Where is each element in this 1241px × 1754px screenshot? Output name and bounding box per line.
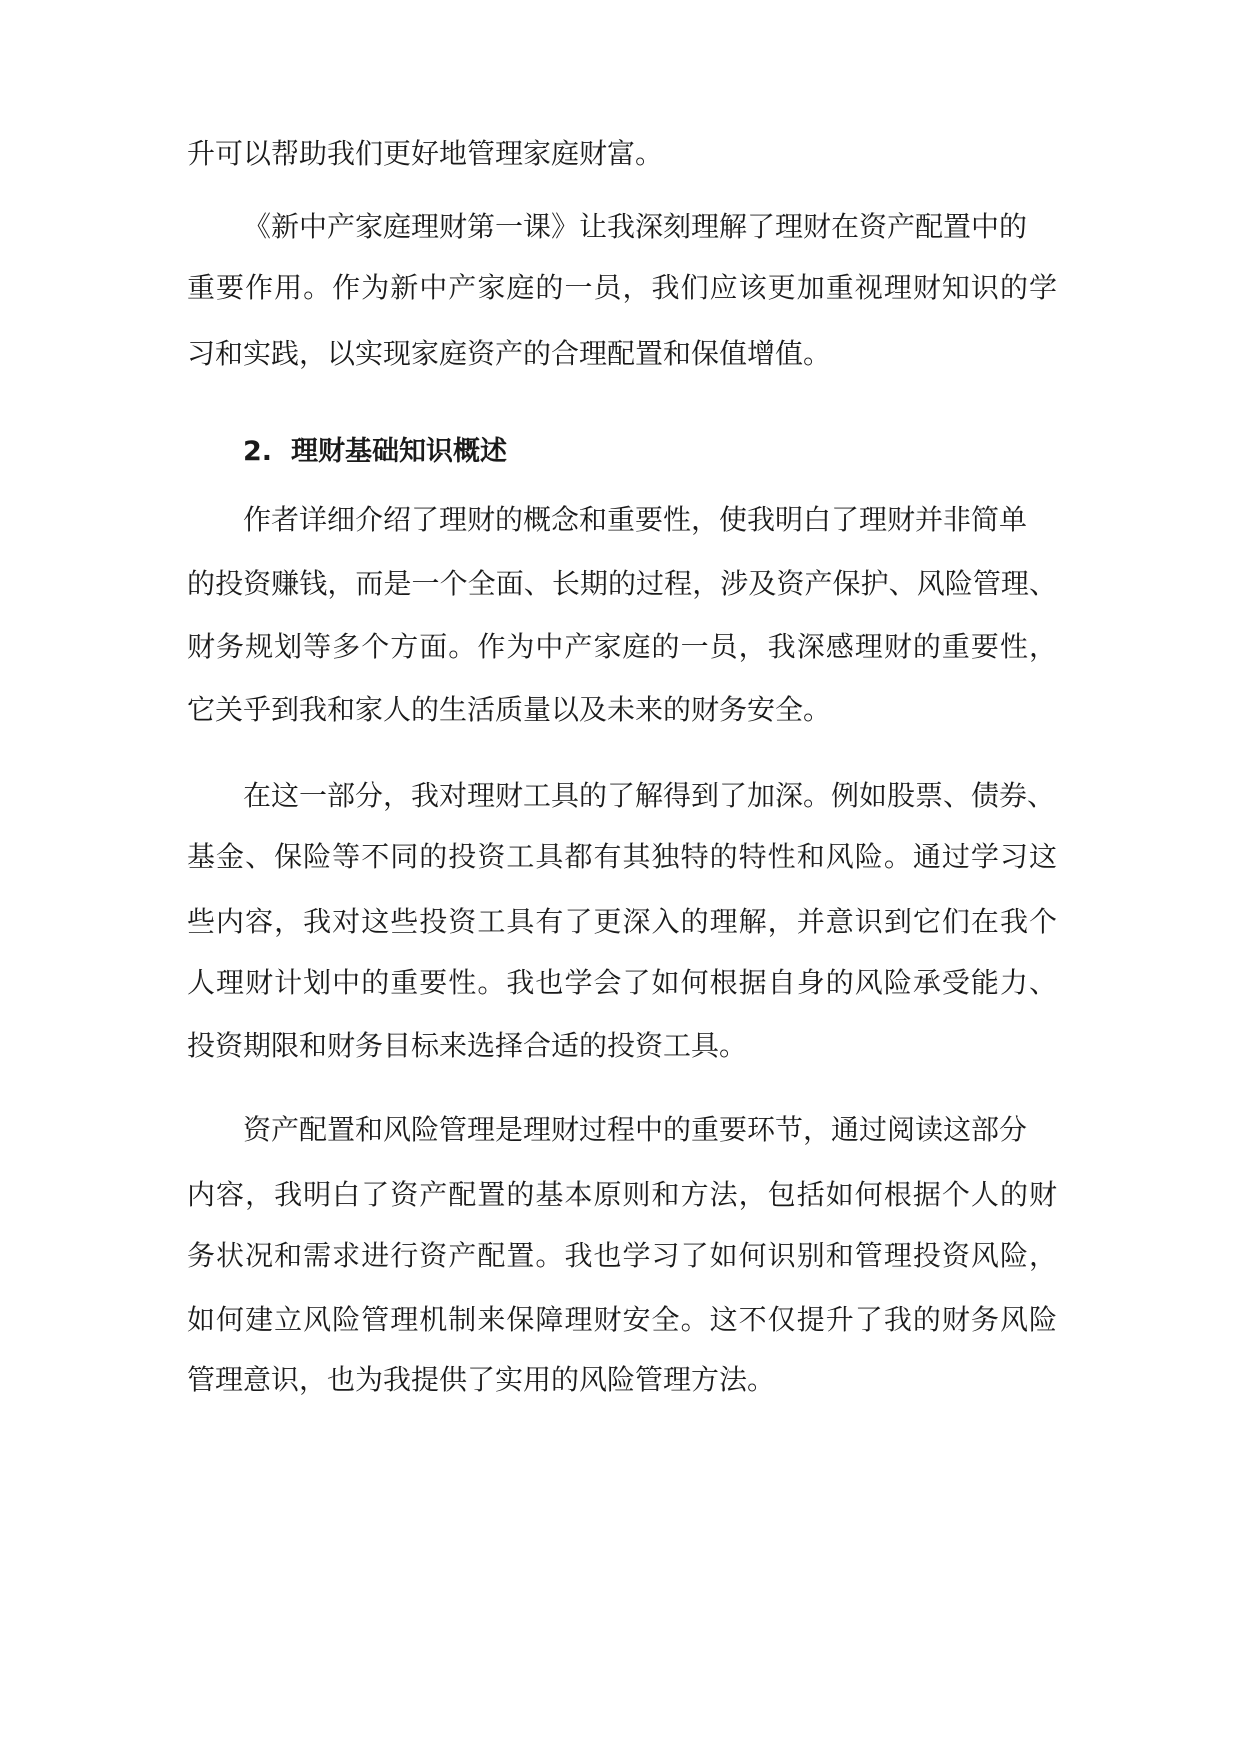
paragraph-line: 它关乎到我和家人的生活质量以及未来的财务安全。: [187, 693, 832, 726]
paragraph-line: 重要作用。作为新中产家庭的一员，我们应该更加重视理财知识的学: [187, 271, 1057, 304]
paragraph-line: 习和实践，以实现家庭资产的合理配置和保值增值。: [187, 337, 832, 370]
paragraph-line: 人理财计划中的重要性。我也学会了如何根据自身的风险承受能力、: [187, 966, 1057, 999]
paragraph-line: 投资期限和财务目标来选择合适的投资工具。: [187, 1029, 748, 1062]
paragraph-line: 在这一部分，我对理财工具的了解得到了加深。例如股票、债券、: [243, 779, 1056, 812]
paragraph-line: 内容，我明白了资产配置的基本原则和方法，包括如何根据个人的财: [187, 1178, 1057, 1211]
paragraph-line: 资产配置和风险管理是理财过程中的重要环节，通过阅读这部分: [243, 1113, 1028, 1146]
paragraph-line: 作者详细介绍了理财的概念和重要性，使我明白了理财并非简单: [243, 503, 1028, 536]
paragraph-line: 的投资赚钱，而是一个全面、长期的过程，涉及资产保护、风险管理、: [187, 567, 1057, 600]
paragraph-line: 升可以帮助我们更好地管理家庭财富。: [187, 137, 664, 170]
paragraph-line: 基金、保险等不同的投资工具都有其独特的特性和风险。通过学习这: [187, 840, 1057, 873]
paragraph-line: 些内容，我对这些投资工具有了更深入的理解，并意识到它们在我个: [187, 905, 1057, 938]
section-heading: [243, 432, 843, 472]
paragraph-line: 财务规划等多个方面。作为中产家庭的一员，我深感理财的重要性，: [187, 630, 1057, 663]
section-number: 2.: [243, 436, 273, 467]
section-title: 理财基础知识概述: [291, 436, 507, 467]
paragraph-line: 《新中产家庭理财第一课》让我深刻理解了理财在资产配置中的: [243, 210, 1028, 243]
paragraph-line: 务状况和需求进行资产配置。我也学习了如何识别和管理投资风险，: [187, 1239, 1057, 1272]
paragraph-line: 如何建立风险管理机制来保障理财安全。这不仅提升了我的财务风险: [187, 1303, 1057, 1336]
paragraph-line: 管理意识，也为我提供了实用的风险管理方法。: [187, 1363, 776, 1396]
